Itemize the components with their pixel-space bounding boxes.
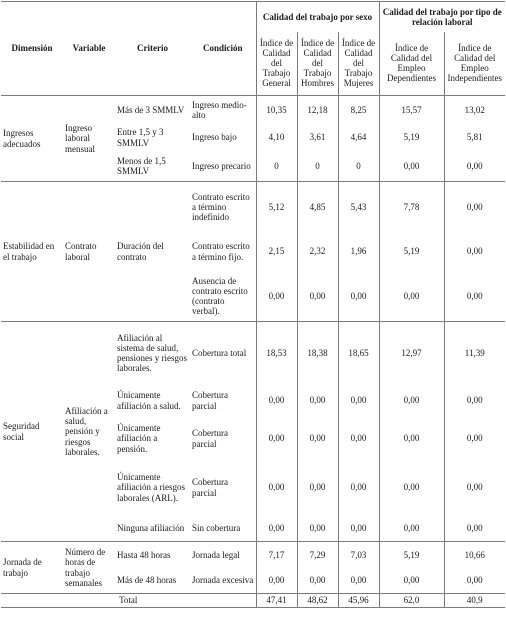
value-dependents: 5,19	[379, 232, 444, 272]
value-dependents: 5,19	[379, 124, 444, 152]
criterion-cell: Entre 1,5 y 3 SMMLV	[117, 127, 164, 148]
value-men: 0,00	[297, 272, 338, 322]
condition-cell: Cobertura parcial	[192, 477, 228, 498]
value-independents: 0,00	[444, 568, 505, 594]
header-index-dependents: Índice de Calidad del Empleo Dependientes	[379, 32, 444, 96]
value-general: 7,17	[256, 542, 297, 568]
total-dependents: 62,0	[379, 594, 444, 608]
value-independents: 5,81	[444, 124, 505, 152]
condition-cell: Jornada excesiva	[192, 575, 254, 586]
value-men: 18,38	[297, 322, 338, 384]
value-general: 0,00	[256, 516, 297, 542]
criterion-cell: Duración del contrato	[115, 182, 190, 322]
value-dependents: 0,00	[379, 568, 444, 594]
header-index-women: Índice de Calidad del Trabajo Mujeres	[338, 32, 379, 96]
criterion-cell: Únicamente afiliación a pensión.	[117, 423, 161, 454]
variable-cell: Afiliación a salud, pensión y riesgos laborales.	[63, 322, 115, 542]
value-independents: 0,00	[444, 272, 505, 322]
condition-cell: Contrato escrito a término indefinido	[190, 182, 256, 232]
total-men: 48,62	[297, 594, 338, 608]
value-dependents: 12,97	[379, 322, 444, 384]
header-variable: Variable	[63, 2, 115, 96]
condition-cell: Ingreso precario	[192, 161, 251, 172]
condition-cell: Jornada legal	[190, 542, 256, 568]
value-men: 0,00	[297, 516, 338, 542]
header-dimension: Dimensión	[1, 2, 63, 96]
value-dependents: 0,00	[379, 516, 444, 542]
value-independents: 0,00	[444, 384, 505, 418]
value-dependents: 0,00	[379, 272, 444, 322]
criterion-cell: Afiliación al sistema de salud, pensiones y riesgos laborales.	[115, 322, 190, 384]
dimension-cell: Seguridad social	[1, 322, 63, 542]
dimension-cell: Estabilidad en el trabajo	[1, 182, 63, 322]
total-label: Total	[1, 594, 256, 608]
condition-cell: Sin cobertura	[192, 523, 241, 534]
value-dependents: 15,57	[379, 96, 444, 124]
criterion-cell: Hasta 48 horas	[115, 542, 190, 568]
value-men: 0	[297, 152, 338, 182]
labor-quality-table	[1, 1, 505, 608]
value-independents: 0,00	[444, 516, 505, 542]
value-general: 0,00	[256, 418, 297, 460]
value-men: 3,61	[297, 124, 338, 152]
condition-cell: Cobertura parcial	[192, 390, 228, 411]
header-row-groups	[1, 2, 505, 32]
value-independents: 0,00	[444, 460, 505, 516]
value-men: 0,00	[297, 460, 338, 516]
value-dependents: 0,00	[379, 152, 444, 182]
variable-cell: Contrato laboral	[63, 182, 115, 322]
header-group-sex: Calidad del trabajo por sexo	[256, 2, 379, 32]
header-index-general: Índice de Calidad del Trabajo General	[256, 32, 297, 96]
value-women: 4,64	[338, 124, 379, 152]
value-independents: 0,00	[444, 152, 505, 182]
value-women: 5,43	[338, 182, 379, 232]
value-general: 0,00	[256, 272, 297, 322]
criterion-cell: Únicamente afiliación a riesgos laborales (ARL).	[117, 472, 185, 503]
header-condition: Condición	[190, 2, 256, 96]
value-men: 2,32	[297, 232, 338, 272]
dimension-cell: Ingresos adecuados	[3, 128, 41, 149]
value-dependents: 7,78	[379, 182, 444, 232]
value-women: 8,25	[338, 96, 379, 124]
table-row	[1, 96, 505, 124]
value-dependents: 5,19	[379, 542, 444, 568]
value-men: 0,00	[297, 568, 338, 594]
value-general: 0,00	[256, 384, 297, 418]
value-independents: 13,02	[444, 96, 505, 124]
header-group-labor: Calidad del trabajo por tipo de relación laboral	[379, 2, 505, 32]
criterion-cell: Ninguna afiliación	[117, 523, 185, 534]
value-dependents: 0,00	[379, 460, 444, 516]
condition-cell: Contrato escrito a término fijo.	[192, 241, 250, 262]
value-men: 12,18	[297, 96, 338, 124]
table-row	[1, 542, 505, 568]
value-women: 7,03	[338, 542, 379, 568]
total-general: 47,41	[256, 594, 297, 608]
value-women: 0,00	[338, 418, 379, 460]
criterion-cell: Más de 48 horas	[117, 575, 177, 586]
value-women: 0,00	[338, 384, 379, 418]
value-men: 0,00	[297, 384, 338, 418]
value-men: 4,85	[297, 182, 338, 232]
total-row	[1, 594, 505, 608]
value-women: 1,96	[338, 232, 379, 272]
condition-cell: Ingreso medio-alto	[192, 99, 247, 120]
value-independents: 0,00	[444, 182, 505, 232]
value-women: 18,65	[338, 322, 379, 384]
condition-cell: Ausencia de contrato escrito (contrato verbal).	[192, 276, 248, 317]
table-row	[1, 182, 505, 232]
value-women: 0,00	[338, 516, 379, 542]
criterion-cell: Más de 3 SMMLV	[117, 104, 185, 115]
total-women: 45,96	[338, 594, 379, 608]
value-general: 0,00	[256, 568, 297, 594]
criterion-cell: Únicamente afiliación a salud.	[117, 390, 181, 411]
value-men: 0,00	[297, 418, 338, 460]
condition-cell: Ingreso bajo	[192, 132, 237, 143]
header-index-men: Índice de Calidad del Trabajo Hombres	[297, 32, 338, 96]
value-independents: 0,00	[444, 418, 505, 460]
condition-cell: Cobertura total	[190, 322, 256, 384]
value-general: 0	[256, 152, 297, 182]
value-general: 2,15	[256, 232, 297, 272]
value-women: 0,00	[338, 568, 379, 594]
value-general: 18,53	[256, 322, 297, 384]
value-women: 0,00	[338, 272, 379, 322]
value-women: 0	[338, 152, 379, 182]
total-independents: 40,9	[444, 594, 505, 608]
value-independents: 0,00	[444, 232, 505, 272]
header-index-independents: Índice de Calidad del Empleo Independientes	[444, 32, 505, 96]
value-general: 4,10	[256, 124, 297, 152]
value-general: 5,12	[256, 182, 297, 232]
value-men: 7,29	[297, 542, 338, 568]
header-criterion: Criterio	[115, 2, 190, 96]
variable-cell: Número de horas de trabajo semanales	[63, 542, 115, 594]
table-row	[1, 322, 505, 384]
value-women: 0,00	[338, 460, 379, 516]
criterion-cell: Menos de 1,5 SMMLV	[117, 156, 166, 177]
value-dependents: 0,00	[379, 384, 444, 418]
variable-cell: Ingreso laboral mensual	[65, 123, 95, 154]
value-independents: 11,39	[444, 322, 505, 384]
dimension-cell: Jornada de trabajo	[1, 542, 63, 594]
value-general: 10,35	[256, 96, 297, 124]
value-dependents: 0,00	[379, 418, 444, 460]
value-general: 0,00	[256, 460, 297, 516]
value-independents: 10,66	[444, 542, 505, 568]
condition-cell: Cobertura parcial	[192, 428, 228, 449]
